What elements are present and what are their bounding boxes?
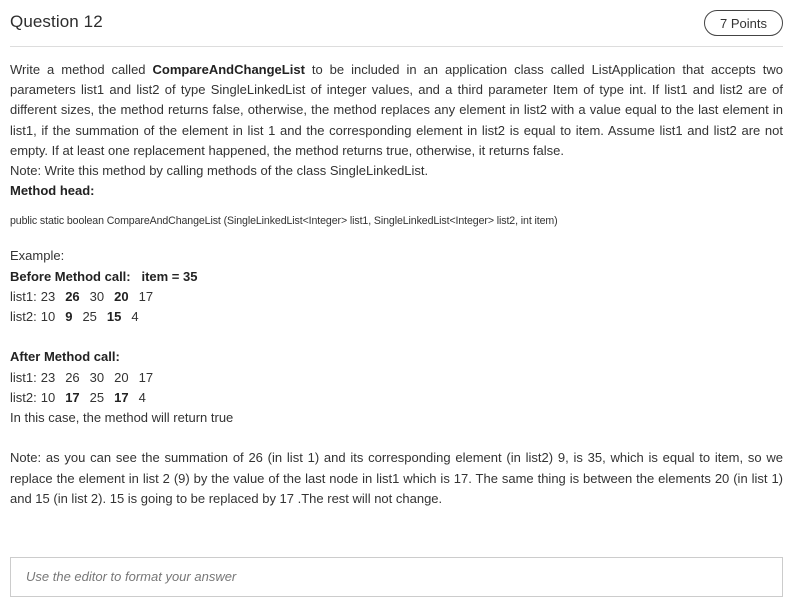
before-call-line <box>10 267 783 287</box>
list-label: list2: <box>10 389 37 405</box>
before-item: item = 35 <box>141 268 198 284</box>
method-name: CompareAndChangeList <box>152 62 305 77</box>
method-signature: public static boolean CompareAndChangeList (SingleLinkedList<Integer> list1, SingleLinkedList<Integer> list2, int item) <box>10 215 558 228</box>
list-value: 25 <box>82 309 97 325</box>
list-value: 23 <box>40 369 56 385</box>
list-value: 17 <box>138 288 154 304</box>
header-divider <box>10 46 783 47</box>
question-body <box>10 60 783 509</box>
list-label: list2: <box>10 309 37 325</box>
list-value: 30 <box>89 288 105 304</box>
before-list1 <box>10 287 783 307</box>
question-header <box>0 0 795 48</box>
list-value: 17 <box>65 389 80 405</box>
list-value: 9 <box>65 309 73 325</box>
before-label: Before Method call: <box>10 268 131 284</box>
method-head-label: Method head: <box>10 183 95 199</box>
question-description <box>10 60 783 161</box>
list-label: list1: <box>10 288 37 304</box>
list-value: 20 <box>114 288 129 304</box>
after-label: After Method call: <box>10 349 120 365</box>
list-value: 25 <box>89 389 105 405</box>
intro-text-1: Write a method called <box>10 62 153 77</box>
answer-placeholder: Use the editor to format your answer <box>26 569 237 584</box>
list-value: 17 <box>138 369 154 385</box>
note-line: Note: Write this method by calling methods of the class SingleLinkedList. <box>10 163 429 179</box>
spacer <box>10 428 783 448</box>
explanation-note: Note: as you can see the summation of 26 (in list 1) and its corresponding element (in list2) 9, is 35, which is equal to item, so we replace the element in list 2 (9) by the value of the last node in list1 which is 17. The same thing is between the elements 20 (in list 1) and 15 (in list 2). 15 is going to be replaced by 17 .The rest will not change. <box>10 450 783 506</box>
before-list2 <box>10 307 783 327</box>
example-label: Example: <box>10 248 65 264</box>
list-value: 26 <box>65 288 80 304</box>
result-line: In this case, the method will return true <box>10 410 234 426</box>
list-value: 10 <box>40 389 56 405</box>
list-value: 4 <box>138 389 146 405</box>
intro-text-2: to be included in an application class called ListApplication that accepts two parameters list1 and list2 of type SingleLinkedList of integer values, and a third parameter Item of type int. If list1 and list2 are of different sizes, the method returns false, otherwise, the method replaces any element in list2 with a value equal to the last element in list1, if the summation of the element in list 1 and the corresponding element in list2 is equal to item. Assume list1 and list2 are not empty. If at least one replacement happened, the method returns true, otherwise, it returns false. <box>10 62 783 158</box>
after-list2 <box>10 388 783 408</box>
list-value: 10 <box>40 309 56 325</box>
list-value: 23 <box>40 288 56 304</box>
answer-editor[interactable] <box>10 557 783 597</box>
list-value: 30 <box>89 369 105 385</box>
list-value: 15 <box>106 309 122 325</box>
list-value: 26 <box>65 369 80 385</box>
list-label: list1: <box>10 369 37 385</box>
points-badge: 7 Points <box>704 10 783 36</box>
after-list1 <box>10 368 783 388</box>
spacer <box>10 327 783 347</box>
question-title: Question 12 <box>10 12 103 31</box>
list-value: 20 <box>114 369 129 385</box>
list-value: 4 <box>131 309 139 325</box>
list-value: 17 <box>114 389 129 405</box>
